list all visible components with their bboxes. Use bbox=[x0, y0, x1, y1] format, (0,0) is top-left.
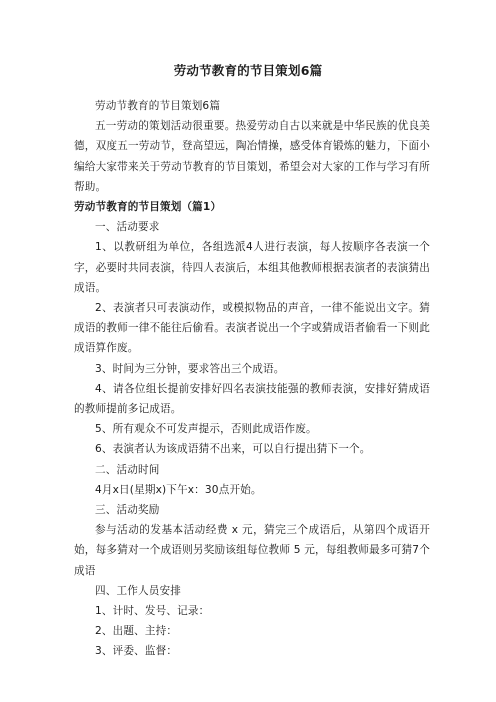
heading-activity-time: 二、活动时间 bbox=[95, 463, 160, 476]
document-title: 劳动节教育的节目策划6篇 bbox=[173, 63, 323, 78]
heading-staff-arrangement: 四、工作人员安排 bbox=[95, 584, 181, 597]
activity-time-text: 4月x日(星期x)下午x：30点开始。 bbox=[95, 483, 262, 496]
requirement-item-3: 3、时间为三分钟，要求答出三个成语。 bbox=[95, 362, 285, 375]
subtitle-paragraph: 劳动节教育的节目策划6篇 bbox=[95, 100, 221, 112]
requirement-item-2: 2、表演者只可表演动作，或模拟物品的声音，一律不能说出文字。猜成语的教师一律不能往后偷看。表演者说出一个字或猜成语者偷看一下则此成语算作废。 bbox=[74, 302, 430, 355]
heading-activity-rewards: 三、活动奖励 bbox=[95, 504, 160, 517]
requirement-item-5: 5、所有观众不可发声提示，否则此成语作废。 bbox=[95, 423, 317, 436]
rewards-text: 参与活动的发基本活动经费 x 元，猜完三个成语后，从第四个成语开始，每多猜对一个成语则另奖励该组每位教师 5 元，每组教师最多可猜7个成语 bbox=[74, 524, 430, 577]
heading-activity-requirements: 一、活动要求 bbox=[95, 221, 160, 234]
requirement-item-1: 1、以教研组为单位，各组选派4人进行表演，每人按顺序各表演一个字，必要时共同表演，待四人表演后，本组其他教师根据表演者的表演猜出成语。 bbox=[74, 241, 430, 294]
intro-paragraph: 五一劳动的策划活动很重要。热爱劳动自古以来就是中华民族的优良美德，双度五一劳动节，登高望远，陶冶情操，感受体育锻炼的魅力，下面小编给大家带来关于劳动节教育的节目策划，希望会对大家的工作与学习有所帮助。 bbox=[74, 120, 430, 193]
document-body bbox=[74, 96, 430, 662]
staff-item-1: 1、计时、发号、记录： bbox=[95, 605, 210, 618]
staff-item-2: 2、出题、主持： bbox=[95, 625, 178, 638]
section-heading: 劳动节教育的节目策划（篇1） bbox=[74, 201, 222, 214]
staff-item-3: 3、评委、监督： bbox=[95, 645, 178, 658]
requirement-item-4: 4、请各位组长提前安排好四名表演技能强的教师表演，安排好猜成语的教师提前多记成语。 bbox=[74, 382, 430, 416]
requirement-item-6: 6、表演者认为该成语猜不出来，可以自行提出猜下一个。 bbox=[95, 443, 371, 456]
